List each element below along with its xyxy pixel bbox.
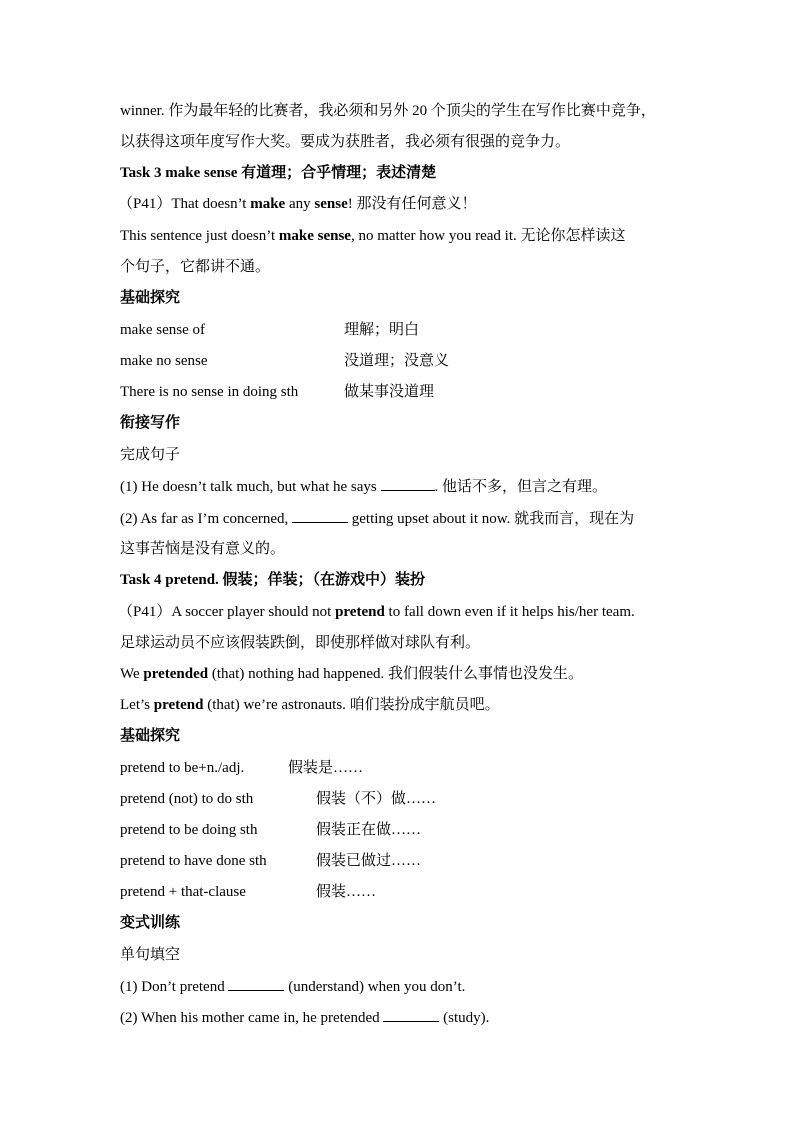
- subheading: [120, 445, 180, 465]
- heading-text: 衔接写作: [120, 415, 181, 431]
- text: (study).: [439, 1010, 490, 1026]
- text: （P41）A soccer player should not: [118, 604, 336, 620]
- exercise-1: [120, 476, 607, 497]
- phrase-en: pretend to be doing sth: [120, 822, 258, 838]
- phrase-row: [120, 882, 377, 902]
- answer-blank[interactable]: [381, 476, 435, 491]
- heading-text: Task 4 pretend. 假装；佯装；（在游戏中）装扮: [120, 572, 426, 588]
- paragraph-line: [120, 132, 570, 152]
- paragraph-line: [120, 101, 656, 121]
- phrase-row: [120, 351, 450, 371]
- phrase-en: There is no sense in doing sth: [120, 384, 299, 400]
- heading-text: Task 3 make sense 有道理；合乎情理；表述清楚: [120, 165, 437, 181]
- task4-example-3: [120, 695, 500, 715]
- phrase-cn: 假装……: [316, 884, 377, 900]
- section-heading-basic: [120, 288, 180, 308]
- phrase-row: [120, 851, 422, 871]
- text: 以获得这项年度写作大奖。要成为获胜者，我必须有很强的竞争力。: [120, 134, 571, 150]
- bold-text: make: [250, 196, 286, 212]
- text: . 他话不多，但言之有理。: [434, 479, 608, 495]
- answer-blank[interactable]: [292, 508, 348, 523]
- text: (that) we’re astronauts. 咱们装扮成宇航员吧。: [203, 697, 500, 713]
- exercise-2-cont: [120, 539, 285, 559]
- text: 个句子，它都讲不通。: [120, 259, 271, 275]
- bold-text: make sense: [278, 228, 351, 244]
- text: （P41）That doesn’t: [118, 196, 251, 212]
- phrase-cn: 理解；明白: [344, 322, 420, 338]
- phrase-row: [120, 758, 364, 778]
- task3-example-2: [120, 226, 626, 246]
- section-heading-link: [120, 413, 180, 433]
- phrase-row: [120, 320, 420, 340]
- phrase-row: [120, 820, 422, 840]
- fill-exercise-2: [120, 1007, 489, 1028]
- fill-exercise-1: [120, 976, 465, 997]
- text: Let’s: [120, 697, 154, 713]
- task4-example-2: [120, 664, 583, 684]
- task4-heading: [120, 570, 425, 590]
- phrase-cn: 没道理；没意义: [344, 353, 450, 369]
- phrase-en: make sense of: [120, 322, 205, 338]
- exercise-2: [120, 508, 634, 529]
- task3-example-2-cont: [120, 257, 270, 277]
- text: This sentence just doesn’t: [120, 228, 279, 244]
- phrase-cn: 假装是……: [288, 760, 364, 776]
- section-heading-variant: [120, 913, 180, 933]
- phrase-row: [120, 382, 435, 402]
- heading-text: 基础探究: [120, 728, 181, 744]
- text: (understand) when you don’t.: [284, 979, 466, 995]
- phrase-cn: 假装已做过……: [316, 853, 422, 869]
- text: 足球运动员不应该假装跌倒，即使那样做对球队有利。: [120, 635, 481, 651]
- bold-text: pretend: [153, 697, 204, 713]
- subheading: [120, 945, 180, 965]
- section-heading-basic-2: [120, 726, 180, 746]
- text: to fall down even if it helps his/her team.: [384, 604, 635, 620]
- answer-blank[interactable]: [228, 976, 284, 991]
- text: winner. 作为最年轻的比赛者，我必须和另外 20 个顶尖的学生在写作比赛中竞争，: [120, 103, 656, 119]
- phrase-en: pretend to have done sth: [120, 853, 267, 869]
- text: (1) Don’t pretend: [120, 979, 229, 995]
- phrase-en: make no sense: [120, 353, 208, 369]
- heading-text: 基础探究: [120, 290, 181, 306]
- heading-text: 变式训练: [120, 915, 181, 931]
- task4-example-1: [118, 602, 635, 622]
- text: any: [285, 196, 315, 212]
- task3-heading: [120, 163, 436, 183]
- phrase-cn: 假装（不）做……: [316, 791, 437, 807]
- text: (2) As far as I’m concerned,: [120, 511, 293, 527]
- phrase-cn: 假装正在做……: [316, 822, 422, 838]
- bold-text: sense: [314, 196, 348, 212]
- phrase-row: [120, 789, 437, 809]
- text: We: [120, 666, 144, 682]
- text: getting upset about it now. 就我而言，现在为: [348, 511, 635, 527]
- bold-text: pretended: [143, 666, 209, 682]
- phrase-en: pretend (not) to do sth: [120, 791, 254, 807]
- phrase-cn: 做某事没道理: [344, 384, 435, 400]
- text: (1) He doesn’t talk much, but what he says: [120, 479, 381, 495]
- answer-blank[interactable]: [383, 1007, 439, 1022]
- text: 完成句子: [120, 447, 181, 463]
- bold-text: pretend: [335, 604, 385, 620]
- phrase-en: pretend to be+n./adj.: [120, 760, 245, 776]
- phrase-en: pretend + that-clause: [120, 884, 246, 900]
- task3-example-1: [118, 194, 476, 214]
- text: 这事苦恼是没有意义的。: [120, 541, 286, 557]
- text: , no matter how you read it. 无论你怎样读这: [350, 228, 626, 244]
- text: (2) When his mother came in, he pretended: [120, 1010, 384, 1026]
- text: 单句填空: [120, 947, 181, 963]
- text: (that) nothing had happened. 我们假装什么事情也没发生。: [208, 666, 584, 682]
- text: ! 那没有任何意义！: [347, 196, 477, 212]
- task4-example-1-cont: [120, 633, 480, 653]
